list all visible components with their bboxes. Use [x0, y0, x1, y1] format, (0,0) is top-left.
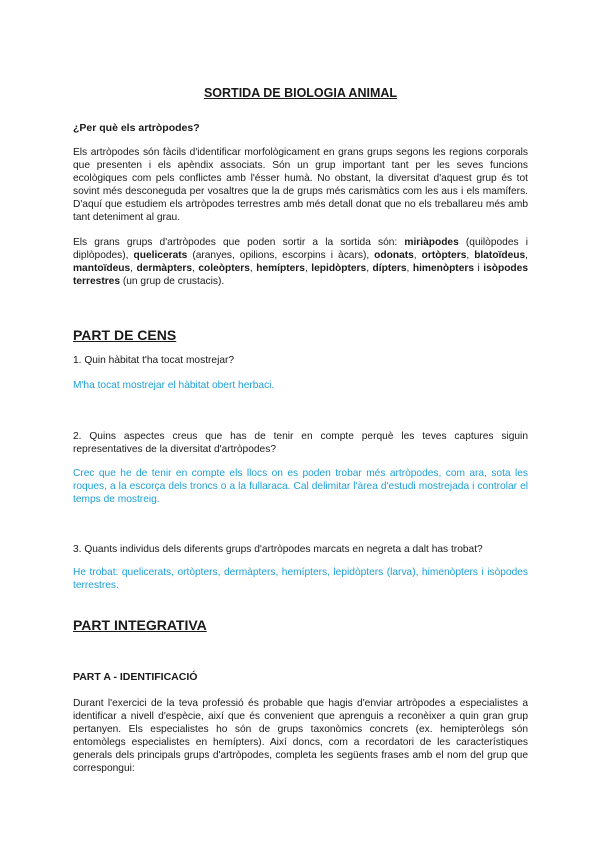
groups-text: ,: [130, 263, 137, 274]
group-term: ortòpters: [421, 250, 467, 261]
groups-paragraph: [73, 236, 528, 288]
groups-text: ,: [413, 250, 422, 261]
group-term: blatoïdeus: [474, 250, 526, 261]
group-term: himenòpters: [412, 263, 474, 274]
groups-text: ,: [406, 263, 413, 274]
answer-3: He trobat: quelicerats, ortòpters, dermàpters, hemípters, lepidòpters (larva), himenòpters i isòpodes terrestres.: [73, 567, 528, 591]
groups-text: ,: [192, 263, 199, 274]
section-heading-integrativa: PART INTEGRATIVA: [73, 617, 207, 633]
group-term: isòpodes terrestres: [73, 263, 528, 287]
groups-text: ,: [466, 250, 475, 261]
group-term: dermàpters: [136, 263, 193, 274]
group-term: mantoïdeus: [73, 263, 131, 274]
answer-1: M'ha tocat mostrejar el hàbitat obert herbaci.: [73, 380, 275, 391]
group-term: odonats: [374, 250, 414, 261]
section-heading-cens: PART DE CENS: [73, 327, 177, 343]
question-2: 2. Quins aspectes creus que has de tenir en compte perquè les teves captures siguin representatives de la diversitat d'artròpodes?: [73, 431, 528, 455]
group-term: hemípters: [256, 263, 305, 274]
groups-text: (un grup de crustacis).: [120, 276, 225, 287]
group-term: quelicerats: [133, 250, 188, 261]
groups-text: ,: [304, 263, 312, 274]
group-term: lepidòpters: [311, 263, 367, 274]
answer-2: Crec que he de tenir en compte els llocs on es poden trobar més artròpodes, com ara, sota les roques, a la escorça dels troncs o a la fullaraca. Cal delimitar l'àrea d'estudi mostrejada i controlar el temps de mostreig.: [73, 468, 528, 505]
identification-paragraph: Durant l'exercici de la teva professió és probable que hagis d'enviar artròpodes a especialistes a identificar a nivell d'espècie, així que és convenient que aprenguis a reconèixer a quin gran grup pertanyen. Els especialistes ho són de grups taxonòmics concrets (ex. hemipteròlegs són entomòlegs especialistes en hemípters). Així doncs, com a recordatori de les característiques generals dels principals grups d'artròpodes, completa les següents frases amb el nom del grup que correspongui:: [73, 698, 528, 774]
intro-paragraph: Els artròpodes són fàcils d'identificar morfològicament en grans grups segons les regions corporals que presenten i els apèndix associats. Són un grup important tant per les seves funcions ecològiques com pels conflictes amb l'ésser humà. No obstant, la diversitat d'aquest grup és tot sovint més desconeguda per vosaltres que la de grups més carismàtics com les aus i els mamífers. D'aquí que estudiem els artròpodes terrestres amb més detall donat que no els treballareu més amb tant deteniment al grau.: [73, 147, 528, 223]
group-term: coleòpters: [198, 263, 250, 274]
groups-text: (quilòpodes i diplòpodes),: [73, 237, 528, 261]
groups-text: (aranyes, opilions, escorpins i àcars),: [187, 250, 375, 261]
document-title: SORTIDA DE BIOLOGIA ANIMAL: [203, 86, 398, 100]
groups-text: ,: [525, 250, 528, 261]
groups-text: ,: [366, 263, 373, 274]
group-term: dípters: [372, 263, 407, 274]
sub-heading-identificacio: PART A - IDENTIFICACIÓ: [73, 671, 198, 683]
groups-text: i: [474, 263, 484, 274]
intro-question: ¿Per què els artròpodes?: [73, 122, 200, 134]
question-3: 3. Quants individus dels diferents grups d'artròpodes marcats en negreta a dalt has trobat?: [73, 544, 483, 555]
group-term: miriàpodes: [404, 237, 459, 248]
groups-text: ,: [249, 263, 257, 274]
question-1: 1. Quin hàbitat t'ha tocat mostrejar?: [73, 355, 235, 366]
groups-lead: Els grans grups d'artròpodes que poden sortir a la sortida són:: [73, 237, 405, 248]
